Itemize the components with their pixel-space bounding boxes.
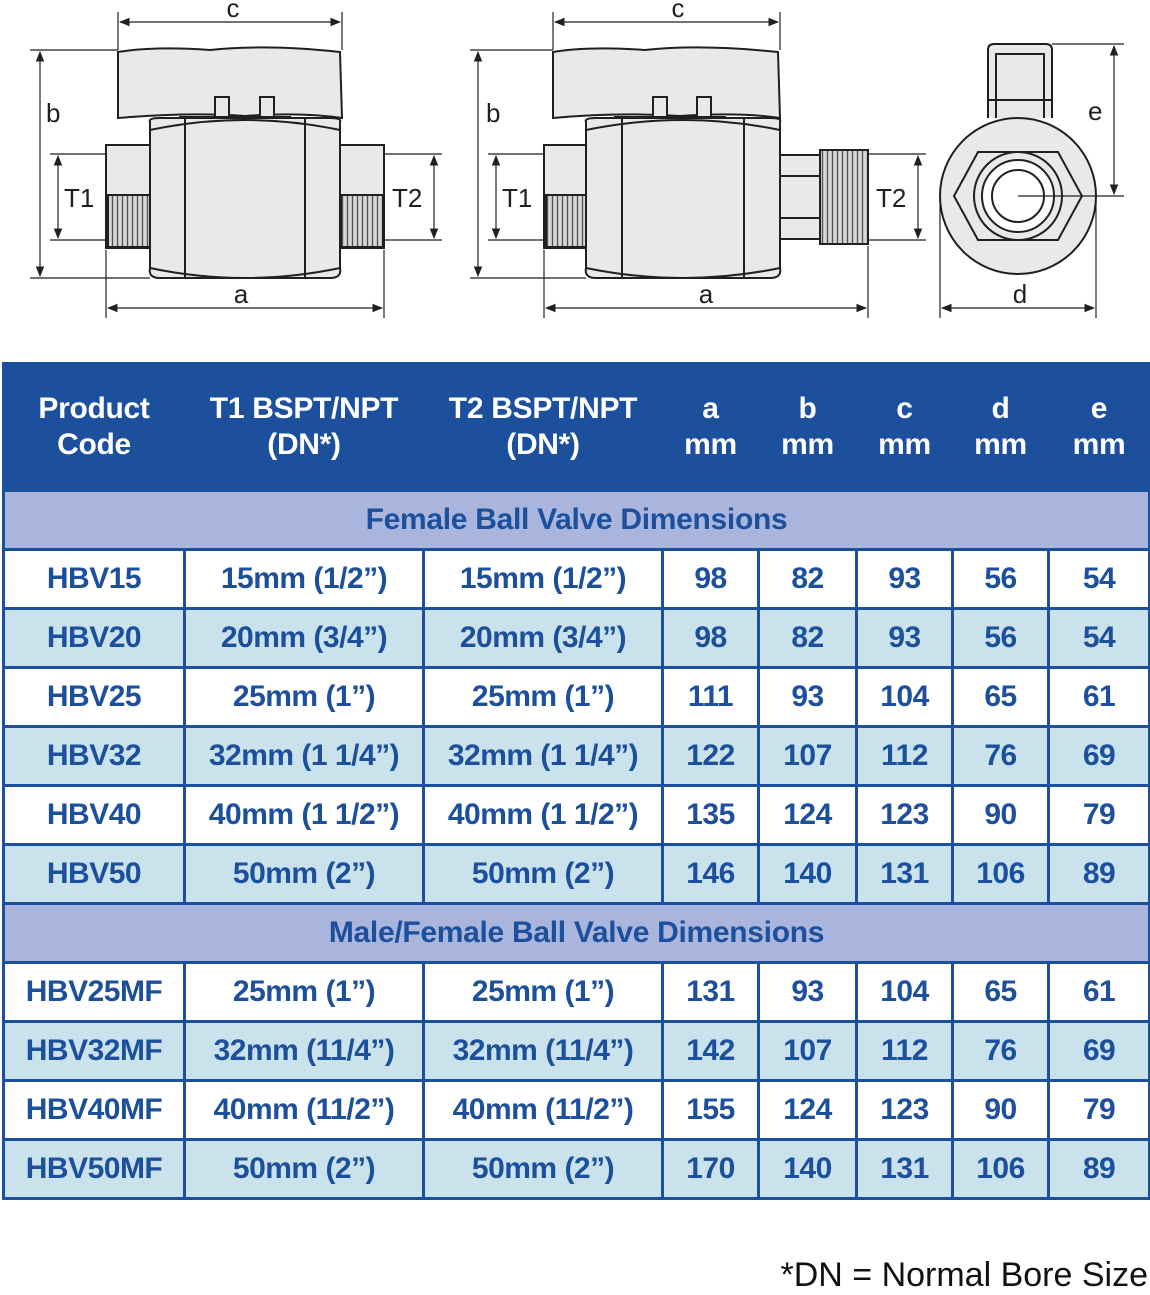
section-header-row — [4, 491, 1150, 550]
table-cell: 106 — [953, 845, 1049, 904]
table-cell: HBV25 — [4, 668, 185, 727]
section-header-row — [4, 904, 1150, 963]
table-cell: 40mm (11/2”) — [185, 1081, 424, 1140]
table-cell: 69 — [1049, 727, 1150, 786]
table-cell: 122 — [663, 727, 759, 786]
table-row — [4, 550, 1150, 609]
dim-label-c-left: c — [226, 0, 240, 23]
table-cell: 142 — [663, 1022, 759, 1081]
dim-label-a-middle: a — [698, 279, 714, 309]
table-cell: 107 — [759, 1022, 857, 1081]
dim-label-e: e — [1088, 96, 1103, 126]
table-cell: 123 — [857, 786, 953, 845]
table-cell: 56 — [953, 609, 1049, 668]
table-cell: 104 — [857, 963, 953, 1022]
dimensions-table — [2, 362, 1150, 1200]
header-c: c mm — [857, 364, 953, 491]
table-cell: 89 — [1049, 1140, 1150, 1199]
table-cell: HBV50MF — [4, 1140, 185, 1199]
table-cell: 32mm (11/4”) — [424, 1022, 663, 1081]
table-cell: HBV40MF — [4, 1081, 185, 1140]
table-cell: 50mm (2”) — [185, 1140, 424, 1199]
table-cell: 50mm (2”) — [185, 845, 424, 904]
table-cell: 82 — [759, 609, 857, 668]
table-cell: 93 — [857, 609, 953, 668]
table-row — [4, 963, 1150, 1022]
table-cell: 65 — [953, 963, 1049, 1022]
table-row — [4, 609, 1150, 668]
table-cell: 69 — [1049, 1022, 1150, 1081]
male-female-valve-side-view — [470, 12, 926, 318]
table-cell: 155 — [663, 1081, 759, 1140]
table-cell: 56 — [953, 550, 1049, 609]
table-cell: 170 — [663, 1140, 759, 1199]
table-cell: 107 — [759, 727, 857, 786]
dim-label-t1-middle: T1 — [502, 183, 533, 213]
table-row — [4, 727, 1150, 786]
table-cell: HBV50 — [4, 845, 185, 904]
section-title: Male/Female Ball Valve Dimensions — [4, 904, 1150, 963]
valve-dimension-diagram — [0, 0, 1150, 345]
table-row — [4, 786, 1150, 845]
header-e: e mm — [1049, 364, 1150, 491]
table-cell: 106 — [953, 1140, 1049, 1199]
header-t2: T2 BSPT/NPT (DN*) — [424, 364, 663, 491]
header-product-code: Product Code — [4, 364, 185, 491]
table-cell: 98 — [663, 550, 759, 609]
table-row — [4, 1081, 1150, 1140]
section-title: Female Ball Valve Dimensions — [4, 491, 1150, 550]
table-cell: 90 — [953, 1081, 1049, 1140]
table-cell: HBV25MF — [4, 963, 185, 1022]
table-row — [4, 1022, 1150, 1081]
table-cell: 131 — [857, 845, 953, 904]
female-valve-side-view — [30, 12, 442, 318]
table-row — [4, 668, 1150, 727]
dim-label-t1-left: T1 — [64, 183, 95, 213]
table-cell: 124 — [759, 1081, 857, 1140]
table-cell: 40mm (1 1/2”) — [424, 786, 663, 845]
footnote: *DN = Normal Bore Size — [780, 1256, 1148, 1294]
table-cell: 25mm (1”) — [185, 963, 424, 1022]
table-cell: 15mm (1/2”) — [185, 550, 424, 609]
table-cell: 82 — [759, 550, 857, 609]
dim-label-d: d — [1012, 279, 1028, 309]
table-cell: 25mm (1”) — [424, 668, 663, 727]
table-cell: 123 — [857, 1081, 953, 1140]
table-cell: 90 — [953, 786, 1049, 845]
dim-label-c-middle: c — [671, 0, 685, 23]
table-row — [4, 845, 1150, 904]
table-cell: 61 — [1049, 963, 1150, 1022]
table-cell: 65 — [953, 668, 1049, 727]
table-cell: 93 — [759, 668, 857, 727]
table-cell: 140 — [759, 845, 857, 904]
valve-end-view — [940, 44, 1124, 318]
table-cell: 79 — [1049, 786, 1150, 845]
table-cell: 135 — [663, 786, 759, 845]
table-cell: 25mm (1”) — [185, 668, 424, 727]
header-d: d mm — [953, 364, 1049, 491]
table-cell: HBV40 — [4, 786, 185, 845]
dim-label-t2-middle: T2 — [876, 183, 907, 213]
table-cell: 89 — [1049, 845, 1150, 904]
header-b: b mm — [759, 364, 857, 491]
table-cell: 50mm (2”) — [424, 1140, 663, 1199]
table-cell: 50mm (2”) — [424, 845, 663, 904]
dim-label-b-left: b — [46, 98, 61, 128]
table-cell: 15mm (1/2”) — [424, 550, 663, 609]
table-cell: 25mm (1”) — [424, 963, 663, 1022]
table-cell: 76 — [953, 1022, 1049, 1081]
table-cell: 54 — [1049, 609, 1150, 668]
table-cell: HBV15 — [4, 550, 185, 609]
table-cell: 20mm (3/4”) — [424, 609, 663, 668]
table-cell: 93 — [759, 963, 857, 1022]
table-cell: 98 — [663, 609, 759, 668]
table-cell: 76 — [953, 727, 1049, 786]
dim-label-t2-left: T2 — [392, 183, 423, 213]
table-cell: 131 — [663, 963, 759, 1022]
table-cell: 146 — [663, 845, 759, 904]
table-header-row — [4, 364, 1150, 491]
table-cell: 32mm (11/4”) — [185, 1022, 424, 1081]
header-a: a mm — [663, 364, 759, 491]
header-t1: T1 BSPT/NPT (DN*) — [185, 364, 424, 491]
table-cell: 40mm (11/2”) — [424, 1081, 663, 1140]
table-cell: 40mm (1 1/2”) — [185, 786, 424, 845]
table-cell: 32mm (1 1/4”) — [185, 727, 424, 786]
table-cell: 20mm (3/4”) — [185, 609, 424, 668]
table-cell: 93 — [857, 550, 953, 609]
table-cell: HBV20 — [4, 609, 185, 668]
table-body — [4, 491, 1150, 1199]
table-cell: 104 — [857, 668, 953, 727]
table-cell: HBV32 — [4, 727, 185, 786]
table-cell: 131 — [857, 1140, 953, 1199]
table-cell: 54 — [1049, 550, 1150, 609]
table-cell: HBV32MF — [4, 1022, 185, 1081]
dim-label-b-middle: b — [486, 98, 501, 128]
table-cell: 112 — [857, 727, 953, 786]
table-cell: 111 — [663, 668, 759, 727]
table-cell: 140 — [759, 1140, 857, 1199]
table-cell: 61 — [1049, 668, 1150, 727]
table-cell: 32mm (1 1/4”) — [424, 727, 663, 786]
dim-label-a-left: a — [233, 279, 249, 309]
table-cell: 79 — [1049, 1081, 1150, 1140]
table-cell: 124 — [759, 786, 857, 845]
table-row — [4, 1140, 1150, 1199]
table-cell: 112 — [857, 1022, 953, 1081]
